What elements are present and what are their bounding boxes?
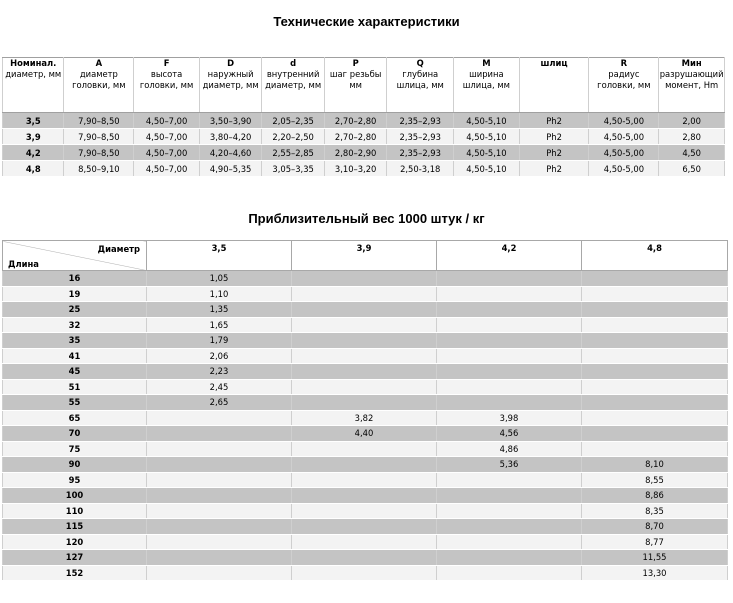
spec-cell: 2,35–2,93 xyxy=(387,113,454,129)
spec-cell: 4,50-5,10 xyxy=(454,129,520,145)
weight-cell xyxy=(437,565,582,581)
weight-cell xyxy=(292,286,437,302)
weight-cell: 4,86 xyxy=(437,441,582,457)
spec-header-desc: ширина шлица, мм xyxy=(462,69,510,90)
length-cell: 90 xyxy=(3,457,147,473)
weight-cell xyxy=(292,565,437,581)
spec-header-cell xyxy=(134,58,200,113)
weight-cell xyxy=(582,379,728,395)
spec-cell: 4,50-5,00 xyxy=(589,113,659,129)
weight-cell: 8,70 xyxy=(582,519,728,535)
weight-row xyxy=(3,488,728,504)
spec-header-symbol: R xyxy=(620,58,628,68)
spec-cell: 4,50-5,00 xyxy=(589,161,659,177)
spec-row xyxy=(3,129,725,145)
weight-header-cell: 3,9 xyxy=(292,241,437,271)
weight-row xyxy=(3,395,728,411)
weight-cell: 4,56 xyxy=(437,426,582,442)
weight-cell xyxy=(292,333,437,349)
weight-cell xyxy=(292,472,437,488)
spec-cell: 2,70–2,80 xyxy=(324,113,387,129)
weight-header-cell: 3,5 xyxy=(147,241,292,271)
spec-header-cell xyxy=(199,58,262,113)
weight-row xyxy=(3,441,728,457)
weight-cell: 8,35 xyxy=(582,503,728,519)
diameter-label: Диаметр xyxy=(97,244,140,254)
weight-row xyxy=(3,348,728,364)
spec-cell: 3,80–4,20 xyxy=(199,129,262,145)
weight-cell xyxy=(292,317,437,333)
spec-cell: 2,35–2,93 xyxy=(387,145,454,161)
weight-cell xyxy=(437,271,582,287)
spec-cell: 4,50–7,00 xyxy=(134,145,200,161)
weight-row xyxy=(3,333,728,349)
spec-header-symbol: d xyxy=(290,58,297,68)
weight-cell: 1,65 xyxy=(147,317,292,333)
weight-cell xyxy=(437,519,582,535)
spec-header-symbol: Q xyxy=(416,58,424,68)
weight-cell xyxy=(437,395,582,411)
length-cell: 19 xyxy=(3,286,147,302)
weight-cell xyxy=(292,441,437,457)
spec-header-desc: диаметр головки, мм xyxy=(72,69,126,90)
weight-row xyxy=(3,550,728,566)
spec-header-symbol: Номинал. xyxy=(10,58,57,68)
weight-cell xyxy=(147,503,292,519)
weight-cell xyxy=(147,472,292,488)
weight-corner-cell xyxy=(3,241,147,271)
weight-cell xyxy=(292,519,437,535)
weight-cell: 2,23 xyxy=(147,364,292,380)
weight-cell xyxy=(437,348,582,364)
spec-cell: 4,50–7,00 xyxy=(134,161,200,177)
spec-header-desc: внутренний диаметр, мм xyxy=(265,69,322,90)
length-cell: 100 xyxy=(3,488,147,504)
spec-header-cell xyxy=(589,58,659,113)
weight-cell: 8,55 xyxy=(582,472,728,488)
weight-cell xyxy=(147,441,292,457)
weight-cell: 11,55 xyxy=(582,550,728,566)
weight-row xyxy=(3,317,728,333)
weight-cell xyxy=(292,364,437,380)
weight-header-row xyxy=(3,241,728,271)
spec-cell: 6,50 xyxy=(659,161,725,177)
weight-cell xyxy=(582,441,728,457)
weight-cell xyxy=(582,271,728,287)
spec-header-desc: глубина шлица, мм xyxy=(396,69,444,90)
spec-header-symbol: M xyxy=(482,58,491,68)
weight-row xyxy=(3,271,728,287)
spec-cell: 2,35–2,93 xyxy=(387,129,454,145)
weight-cell: 5,36 xyxy=(437,457,582,473)
spec-cell: 4,20–4,60 xyxy=(199,145,262,161)
length-cell: 95 xyxy=(3,472,147,488)
weight-cell xyxy=(292,503,437,519)
spec-header-desc: наружный диаметр, мм xyxy=(202,69,259,90)
length-cell: 55 xyxy=(3,395,147,411)
weight-cell xyxy=(437,534,582,550)
weight-row xyxy=(3,457,728,473)
length-cell: 70 xyxy=(3,426,147,442)
length-label: Длина xyxy=(8,259,39,269)
spec-cell: 4,50-5,10 xyxy=(454,113,520,129)
spec-cell: 2,20–2,50 xyxy=(262,129,325,145)
spec-cell: 3,10–3,20 xyxy=(324,161,387,177)
length-cell: 25 xyxy=(3,302,147,318)
spec-header-cell xyxy=(387,58,454,113)
spec-cell: Ph2 xyxy=(519,161,589,177)
spec-header-cell xyxy=(262,58,325,113)
weight-row xyxy=(3,534,728,550)
weight-row xyxy=(3,565,728,581)
spec-header-row xyxy=(3,58,725,113)
spec-cell: 3,05–3,35 xyxy=(262,161,325,177)
weight-row xyxy=(3,379,728,395)
length-cell: 110 xyxy=(3,503,147,519)
spec-cell: 4,50-5,10 xyxy=(454,145,520,161)
spec-header-symbol: D xyxy=(227,58,235,68)
weight-cell xyxy=(292,348,437,364)
spec-header-desc: радиус головки, мм xyxy=(597,69,651,90)
spec-header-desc: высота головки, мм xyxy=(139,69,194,90)
weight-cell: 2,45 xyxy=(147,379,292,395)
weight-cell xyxy=(292,302,437,318)
weight-row xyxy=(3,472,728,488)
length-cell: 45 xyxy=(3,364,147,380)
weight-cell xyxy=(582,286,728,302)
weight-cell: 13,30 xyxy=(582,565,728,581)
spec-cell: 4,2 xyxy=(3,145,64,161)
weight-cell: 1,05 xyxy=(147,271,292,287)
spec-cell: Ph2 xyxy=(519,145,589,161)
spec-header-cell xyxy=(454,58,520,113)
weight-cell xyxy=(147,410,292,426)
spec-cell: 7,90–8,50 xyxy=(64,113,134,129)
weight-cell: 2,65 xyxy=(147,395,292,411)
weight-cell xyxy=(147,426,292,442)
weight-cell: 2,06 xyxy=(147,348,292,364)
spec-cell: 4,50 xyxy=(659,145,725,161)
spec-row xyxy=(3,113,725,129)
weight-cell xyxy=(147,534,292,550)
weight-cell xyxy=(437,488,582,504)
spec-header-symbol: A xyxy=(95,58,103,68)
weight-cell xyxy=(292,271,437,287)
spec-header-cell xyxy=(3,58,64,113)
spec-cell: 3,5 xyxy=(3,113,64,129)
length-cell: 16 xyxy=(3,271,147,287)
spec-row xyxy=(3,145,725,161)
weight-cell: 8,86 xyxy=(582,488,728,504)
weight-cell: 8,10 xyxy=(582,457,728,473)
weight-cell xyxy=(292,379,437,395)
spec-header-symbol: P xyxy=(352,58,359,68)
weight-cell xyxy=(147,550,292,566)
spec-cell: 4,50-5,00 xyxy=(589,129,659,145)
weight-cell xyxy=(582,333,728,349)
weight-cell xyxy=(147,457,292,473)
length-cell: 51 xyxy=(3,379,147,395)
weight-cell: 3,82 xyxy=(292,410,437,426)
length-cell: 152 xyxy=(3,565,147,581)
spec-header-desc: шаг резьбы мм xyxy=(329,69,382,90)
weight-cell xyxy=(292,550,437,566)
spec-cell: 2,80–2,90 xyxy=(324,145,387,161)
spec-cell: 8,50–9,10 xyxy=(64,161,134,177)
length-cell: 127 xyxy=(3,550,147,566)
length-cell: 75 xyxy=(3,441,147,457)
spec-cell: 2,05–2,35 xyxy=(262,113,325,129)
weight-cell xyxy=(292,457,437,473)
weight-row xyxy=(3,426,728,442)
length-cell: 120 xyxy=(3,534,147,550)
weight-cell xyxy=(292,534,437,550)
weight-cell xyxy=(147,488,292,504)
spec-cell: 7,90–8,50 xyxy=(64,129,134,145)
weight-cell xyxy=(437,379,582,395)
spec-header-cell xyxy=(519,58,589,113)
weight-cell: 8,77 xyxy=(582,534,728,550)
spec-cell: 2,70–2,80 xyxy=(324,129,387,145)
weight-cell xyxy=(437,550,582,566)
weight-cell xyxy=(147,565,292,581)
weight-cell xyxy=(437,364,582,380)
weight-cell: 3,98 xyxy=(437,410,582,426)
spec-header-symbol: Мин xyxy=(681,58,702,68)
spec-header-desc: диаметр, мм xyxy=(5,69,62,79)
spec-cell: 4,50–7,00 xyxy=(134,129,200,145)
weight-row xyxy=(3,302,728,318)
weight-row xyxy=(3,364,728,380)
spec-table xyxy=(2,57,725,177)
weight-title: Приблизительный вес 1000 штук / кг xyxy=(248,211,485,226)
spec-cell: 3,50–3,90 xyxy=(199,113,262,129)
weight-table xyxy=(2,240,728,581)
weight-cell xyxy=(437,302,582,318)
spec-cell: 3,9 xyxy=(3,129,64,145)
weight-cell: 1,35 xyxy=(147,302,292,318)
spec-cell: 2,50-3,18 xyxy=(387,161,454,177)
weight-cell xyxy=(582,410,728,426)
length-cell: 65 xyxy=(3,410,147,426)
spec-cell: 4,50–7,00 xyxy=(134,113,200,129)
weight-cell xyxy=(582,395,728,411)
spec-cell: 4,50-5,00 xyxy=(589,145,659,161)
weight-cell xyxy=(292,488,437,504)
spec-cell: 2,55–2,85 xyxy=(262,145,325,161)
spec-cell: 4,50-5,10 xyxy=(454,161,520,177)
weight-cell xyxy=(437,472,582,488)
spec-cell: 7,90–8,50 xyxy=(64,145,134,161)
weight-cell xyxy=(582,426,728,442)
spec-cell: 2,00 xyxy=(659,113,725,129)
spec-body xyxy=(3,113,725,177)
weight-body xyxy=(3,271,728,581)
weight-cell xyxy=(582,364,728,380)
spec-cell: 2,80 xyxy=(659,129,725,145)
spec-cell: Ph2 xyxy=(519,129,589,145)
weight-row xyxy=(3,286,728,302)
weight-cell xyxy=(582,302,728,318)
length-cell: 35 xyxy=(3,333,147,349)
weight-header-cell: 4,8 xyxy=(582,241,728,271)
spec-cell: 4,8 xyxy=(3,161,64,177)
length-cell: 115 xyxy=(3,519,147,535)
spec-cell: Ph2 xyxy=(519,113,589,129)
weight-cell xyxy=(437,286,582,302)
weight-row xyxy=(3,503,728,519)
weight-row xyxy=(3,410,728,426)
spec-header-cell xyxy=(659,58,725,113)
length-cell: 32 xyxy=(3,317,147,333)
spec-row xyxy=(3,161,725,177)
spec-header-cell xyxy=(324,58,387,113)
weight-cell xyxy=(292,395,437,411)
spec-header-symbol: шлиц xyxy=(540,58,568,68)
weight-cell xyxy=(582,348,728,364)
weight-cell xyxy=(582,317,728,333)
spec-cell: 4,90–5,35 xyxy=(199,161,262,177)
weight-cell: 4,40 xyxy=(292,426,437,442)
weight-header-cell: 4,2 xyxy=(437,241,582,271)
spec-header-desc: разрушающий момент, Нm xyxy=(659,69,724,90)
weight-cell xyxy=(437,317,582,333)
weight-cell xyxy=(437,503,582,519)
weight-cell xyxy=(437,333,582,349)
weight-row xyxy=(3,519,728,535)
weight-cell: 1,10 xyxy=(147,286,292,302)
weight-cell xyxy=(147,519,292,535)
weight-cell: 1,79 xyxy=(147,333,292,349)
spec-header-cell xyxy=(64,58,134,113)
spec-header-symbol: F xyxy=(163,58,170,68)
length-cell: 41 xyxy=(3,348,147,364)
spec-title: Технические характеристики xyxy=(273,14,460,29)
